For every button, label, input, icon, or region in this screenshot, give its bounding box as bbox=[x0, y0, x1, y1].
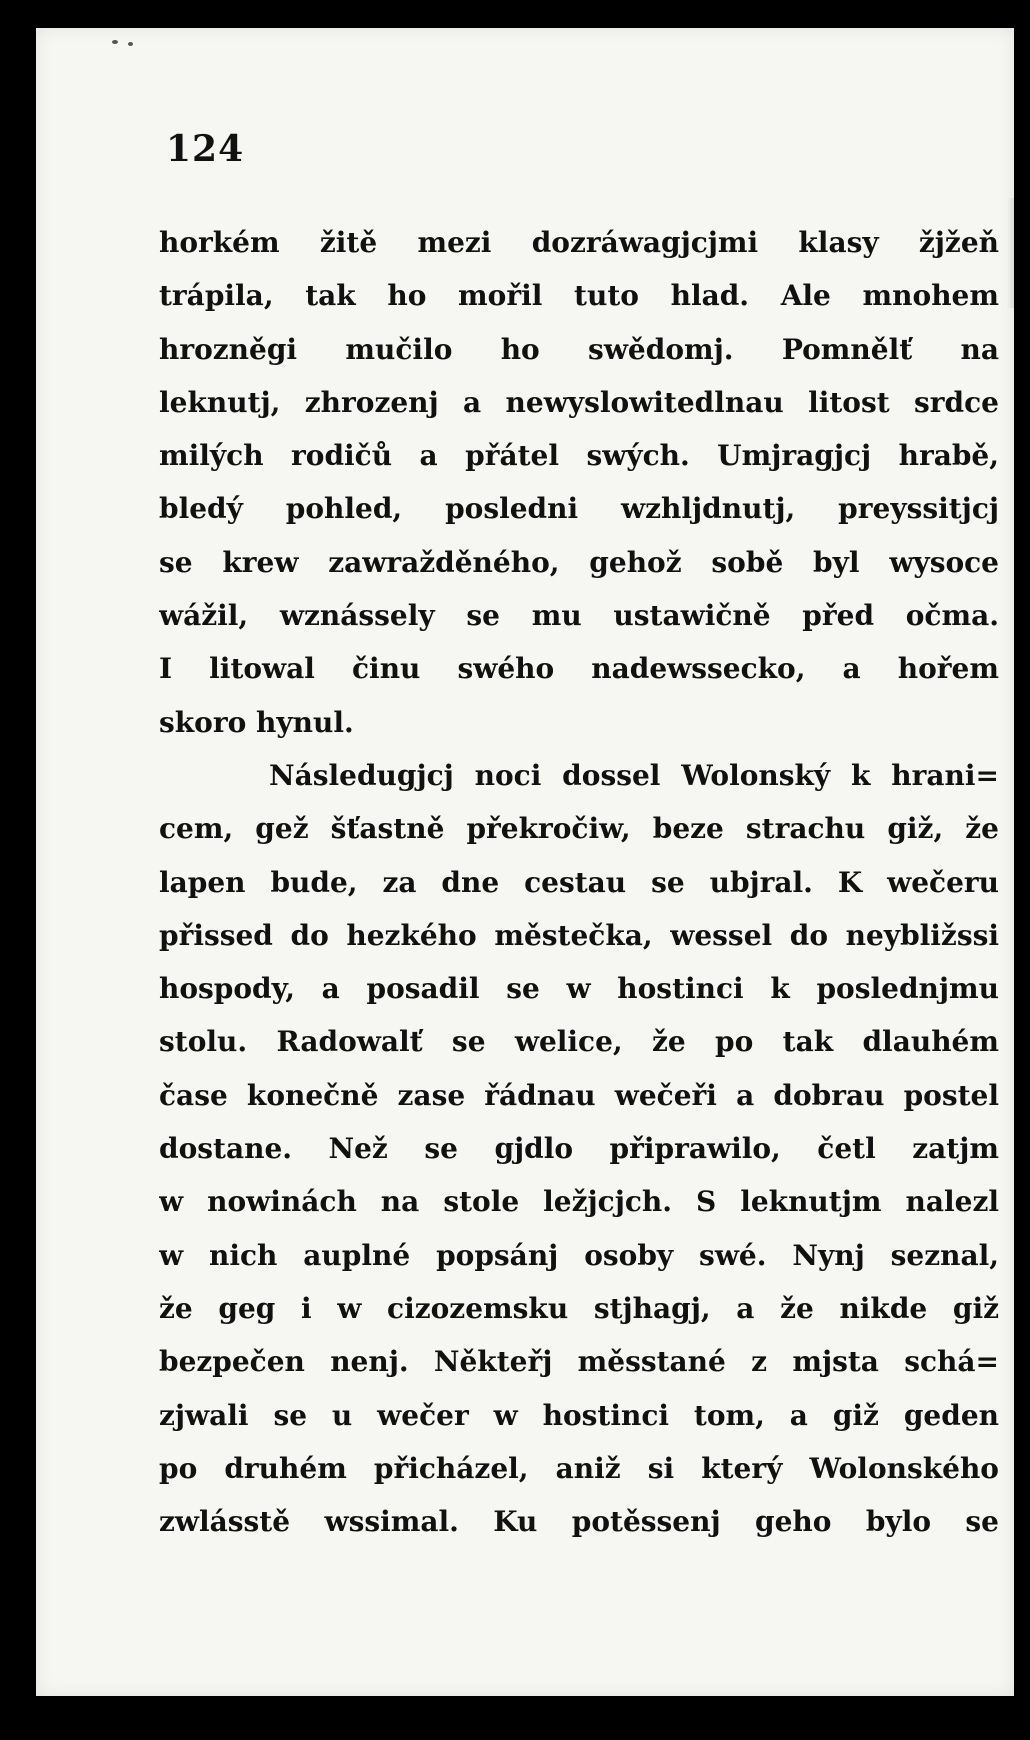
text-line: po druhém přicházel, aniž si který Wolonského bbox=[159, 1451, 999, 1485]
scan-speck bbox=[128, 42, 133, 46]
text-line: I litowal činu swého nadewssecko, a hořem bbox=[159, 652, 999, 686]
text-line: skoro hynul. bbox=[159, 705, 354, 739]
text-line: stolu. Radowalť se welice, že po tak dlauhém bbox=[159, 1025, 999, 1059]
text-line: milých rodičů a přátel swých. Umjragjcj hrabě, bbox=[159, 439, 999, 473]
scan-speck bbox=[112, 40, 118, 44]
body-text bbox=[159, 216, 999, 1548]
text-line: dostane. Než se gjdlo připrawilo, četl zatjm bbox=[159, 1132, 999, 1166]
text-line: Následugjcj noci dossel Wolonský k hrani= bbox=[269, 758, 999, 792]
text-line: trápila, tak ho mořil tuto hlad. Ale mnohem bbox=[159, 279, 999, 313]
text-line: že geg i w cizozemsku stjhagj, a že nikde giž bbox=[159, 1291, 999, 1325]
text-line: bledý pohled, posledni wzhljdnutj, preyssitjcj bbox=[159, 492, 999, 526]
text-line: leknutj, zhrozenj a newyslowitedlnau litost srdce bbox=[159, 385, 999, 419]
text-line: w nowinách na stole ležjcjch. S leknutjm nalezl bbox=[159, 1185, 999, 1219]
text-line: lapen bude, za dne cestau se ubjral. K wečeru bbox=[159, 865, 999, 899]
text-line: horkém žitě mezi dozráwagjcjmi klasy žjžeň bbox=[159, 226, 999, 259]
page-edge-shadow bbox=[1006, 198, 1014, 308]
book-page bbox=[36, 28, 1014, 1696]
text-line: w nich auplné popsánj osoby swé. Nynj seznal, bbox=[159, 1238, 999, 1272]
page-number: 124 bbox=[166, 128, 245, 170]
text-line: bezpečen nenj. Někteřj měsstané z mjsta schá= bbox=[159, 1345, 999, 1379]
text-line: cem, gež šťastně překročiw, beze strachu giž, že bbox=[159, 812, 999, 846]
text-line: čase konečně zase řádnau wečeři a dobrau postel bbox=[159, 1078, 999, 1112]
text-line: zjwali se u wečer w hostinci tom, a giž geden bbox=[159, 1398, 999, 1432]
text-line: wážil, wznássely se mu ustawičně před očma. bbox=[159, 599, 999, 633]
text-line: se krew zawražděného, gehož sobě byl wysoce bbox=[159, 545, 999, 579]
text-line: hrozněgi mučilo ho swědomj. Pomnělť na bbox=[159, 332, 999, 366]
text-line: hospody, a posadil se w hostinci k poslednjmu bbox=[159, 972, 999, 1006]
text-line: zwlásstě wssimal. Ku potěssenj geho bylo se bbox=[159, 1505, 999, 1539]
text-line: přissed do hezkého městečka, wessel do neybližssi bbox=[159, 918, 999, 952]
